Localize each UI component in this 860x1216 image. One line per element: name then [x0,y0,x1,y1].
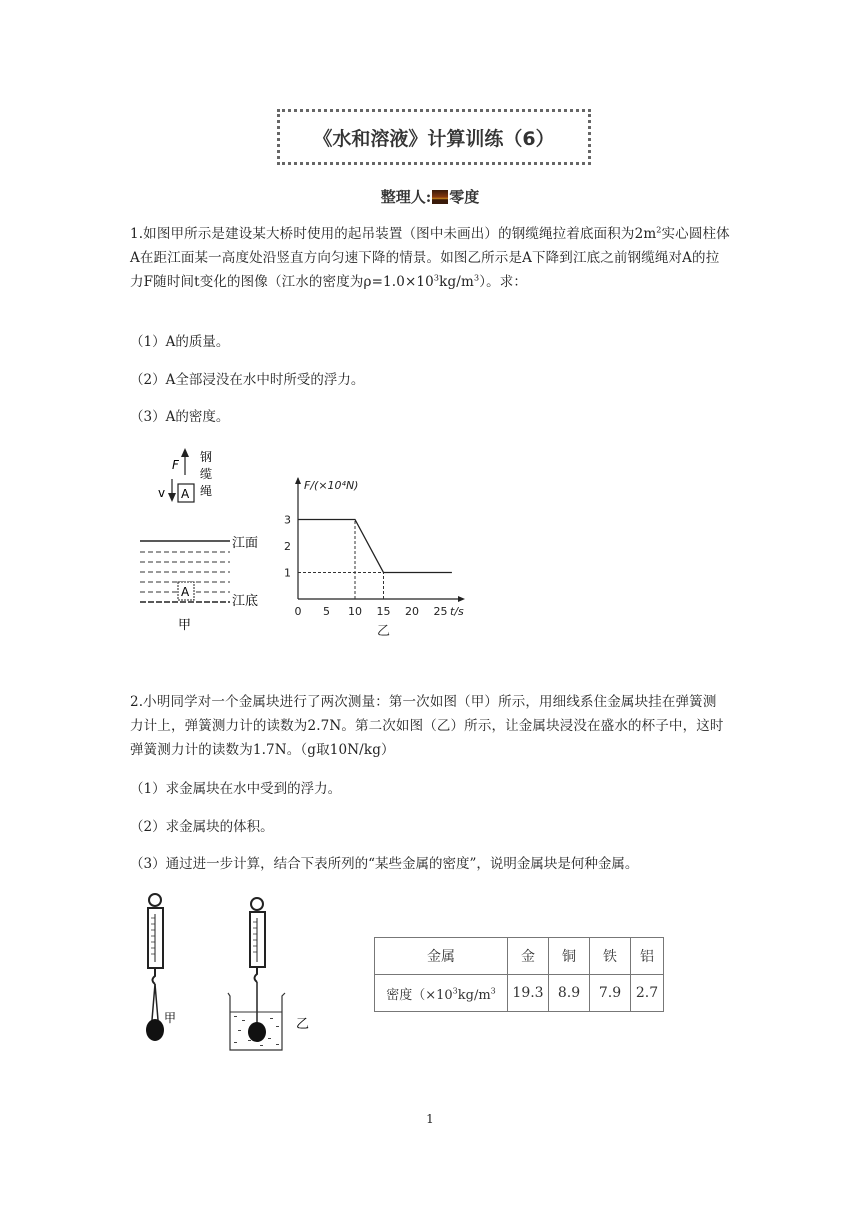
figure-jia-crane [130,445,280,640]
q1-sub-3: （3）A的密度。 [130,409,230,425]
rope-label: 钢 缆 绳 [200,450,213,498]
figure-jia-caption: 甲 [178,618,192,633]
table-cell: 19.3 [508,975,549,1012]
q1-text-d: ）。求： [479,274,528,290]
y-axis-arrow [295,477,301,484]
question-1-text [130,222,730,294]
q2-sub-1: （1）求金属块在水中受到的浮力。 [130,781,342,797]
q2-sub-2: （2）求金属块的体积。 [130,819,274,835]
x-axis-arrow [458,596,465,602]
page-number: 1 [426,1112,434,1126]
table-header-cell: 铝 [631,938,664,975]
x-tick-label: 15 [376,605,391,618]
metal-density-table [374,937,664,1012]
table-header-cell: 金属 [375,938,508,975]
q1-text-c: kg/m [439,274,474,290]
table-cell: 8.9 [549,975,590,1012]
compiler-label: 整理人: [380,188,432,206]
table-row [375,975,664,1012]
y-axis-label: F/(×10⁴N) [304,479,359,492]
compiler-name: 零度 [449,188,480,206]
row-label-a: 密度（×10 [386,987,453,1003]
force-time-line [298,520,452,573]
table-header-cell: 金 [508,938,549,975]
table-header-row [375,938,664,975]
surface-label: 江面 [232,536,259,551]
q2-sub-3: （3）通过进一步计算，结合下表所列的“某些金属的密度”，说明金属块是何种金属。 [130,856,639,872]
figure-yi-graph [278,468,478,640]
spring-scale-yi [228,898,309,1050]
force-label: F [172,458,179,472]
figure-spring-scales [130,890,330,1055]
figure-yi-caption: 乙 [376,624,391,639]
bottom-label: 江底 [232,594,259,609]
table-cell: 2.7 [631,975,664,1012]
block-label-bottom: A [181,585,190,599]
y-tick-label: 2 [284,540,291,553]
table-header-cell: 铜 [549,938,590,975]
title-text: 《水和溶液》计算训练（6） [313,127,555,150]
q1-sub-2: （2）A全部浸没在水中时所受的浮力。 [130,372,365,388]
scale-jia-label: 甲 [164,1011,177,1025]
x-tick-label: 10 [348,605,362,618]
q1-sub-1: （1）A的质量。 [130,334,230,350]
block-label-top: A [181,487,190,501]
scale-yi-label: 乙 [296,1017,310,1032]
row-label-b: kg/m [457,987,491,1003]
sunset-icon [432,190,448,204]
spring-scale-jia [146,894,176,1041]
x-tick-label: 20 [405,605,419,618]
q1-sup-c: 3 [473,273,480,283]
q1-sup-a: 2 [656,225,662,235]
compiler-line [0,186,860,207]
table-cell: 7.9 [590,975,631,1012]
x-axis-label: t/s [450,605,464,618]
velocity-label: v [158,486,166,500]
question-2-text: 2.小明同学对一个金属块进行了两次测量：第一次如图（甲）所示，用细线系住金属块挂在弹簧测力计上，弹簧测力计的读数为2.7N。第二次如图（乙）所示，让金属块浸没在盛水的杯子中，这时弹簧测力计的读数为1.7N。（g取10N/kg） [130,694,724,758]
x-tick-label: 25 [433,605,448,618]
y-tick-label: 1 [284,566,291,580]
row-label-sup2: 3 [490,986,496,996]
x-tick-label: 0 [294,605,302,618]
x-tick-label: 5 [323,605,330,618]
y-tick-label: 3 [284,513,291,527]
page-title [277,109,591,165]
q1-text-a: 1.如图甲所示是建设某大桥时使用的起吊装置（图中未画出）的钢缆绳拉着底面积为2m [130,226,657,242]
table-header-cell: 铁 [590,938,631,975]
table-row-label [375,975,508,1012]
q1-sup-b: 3 [433,273,440,283]
row-label-sup: 3 [452,986,458,996]
q1-text-b: 实心圆柱体A在距江面某一高度处沿竖直方向匀速下降的情景。如图乙所示是A下降到江底之前钢缆绳对A的拉力F随时间t变化的图像（江水的密度为ρ=1.0×10 [130,226,730,290]
